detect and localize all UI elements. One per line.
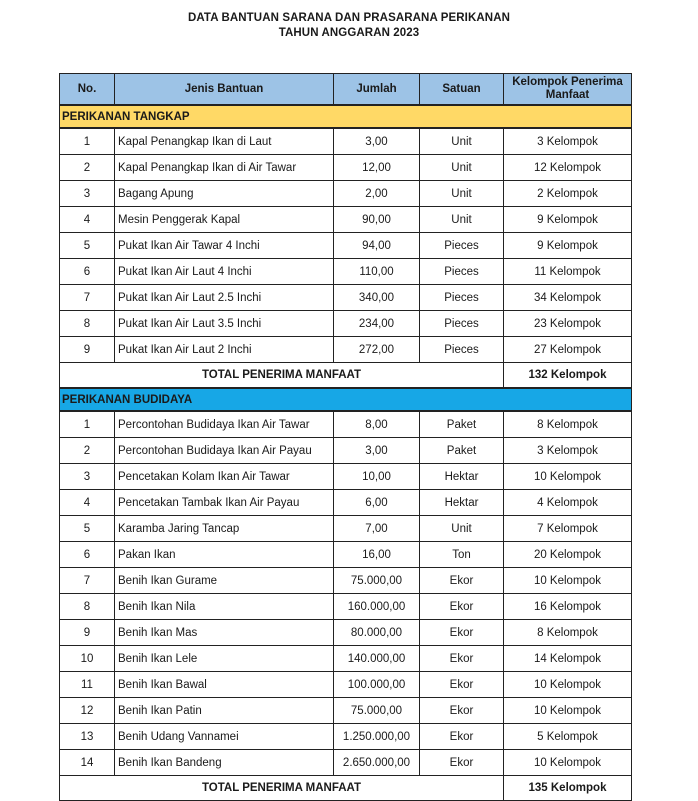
cell-jumlah: 90,00 [334,207,420,233]
table-row [60,207,632,233]
table-row [60,285,632,311]
cell-kelompok: 9 Kelompok [504,233,632,259]
cell-satuan: Pieces [420,233,504,259]
table-row [60,155,632,181]
cell-satuan: Paket [420,411,504,438]
cell-jumlah: 16,00 [334,542,420,568]
cell-kelompok: 12 Kelompok [504,155,632,181]
cell-satuan: Hektar [420,464,504,490]
header-jumlah: Jumlah [334,74,420,106]
cell-kelompok: 14 Kelompok [504,646,632,672]
cell-no: 12 [60,698,115,724]
cell-no: 3 [60,464,115,490]
section-row [60,388,632,411]
cell-jumlah: 75.000,00 [334,698,420,724]
cell-jumlah: 2.650.000,00 [334,750,420,776]
cell-kelompok: 11 Kelompok [504,259,632,285]
table-row [60,542,632,568]
cell-kelompok: 10 Kelompok [504,672,632,698]
table-row [60,337,632,363]
cell-kelompok: 10 Kelompok [504,464,632,490]
header-satuan: Satuan [420,74,504,106]
cell-no: 1 [60,411,115,438]
cell-jenis-bantuan: Percontohan Budidaya Ikan Air Tawar [115,411,334,438]
cell-no: 13 [60,724,115,750]
cell-no: 7 [60,285,115,311]
cell-kelompok: 10 Kelompok [504,568,632,594]
cell-no: 2 [60,438,115,464]
cell-jumlah: 100.000,00 [334,672,420,698]
cell-no: 10 [60,646,115,672]
cell-no: 14 [60,750,115,776]
assistance-table [59,73,632,801]
cell-satuan: Hektar [420,490,504,516]
cell-no: 4 [60,490,115,516]
cell-kelompok: 8 Kelompok [504,620,632,646]
cell-jenis-bantuan: Benih Ikan Patin [115,698,334,724]
cell-satuan: Ekor [420,594,504,620]
cell-no: 4 [60,207,115,233]
cell-satuan: Ton [420,542,504,568]
section-row [60,105,632,128]
cell-kelompok: 10 Kelompok [504,750,632,776]
cell-kelompok: 16 Kelompok [504,594,632,620]
cell-jumlah: 234,00 [334,311,420,337]
table-row [60,464,632,490]
cell-jumlah: 8,00 [334,411,420,438]
cell-no: 6 [60,259,115,285]
cell-jenis-bantuan: Benih Ikan Bawal [115,672,334,698]
table-row [60,646,632,672]
cell-jenis-bantuan: Pakan Ikan [115,542,334,568]
cell-kelompok: 3 Kelompok [504,438,632,464]
cell-jumlah: 3,00 [334,128,420,155]
table-row [60,438,632,464]
cell-no: 3 [60,181,115,207]
cell-satuan: Ekor [420,620,504,646]
document-subtitle: TAHUN ANGGARAN 2023 [278,27,420,39]
cell-jenis-bantuan: Benih Ikan Nila [115,594,334,620]
section-title: PERIKANAN TANGKAP [60,105,632,128]
cell-jumlah: 80.000,00 [334,620,420,646]
cell-jumlah: 6,00 [334,490,420,516]
cell-no: 8 [60,594,115,620]
cell-satuan: Unit [420,207,504,233]
cell-jenis-bantuan: Benih Udang Vannamei [115,724,334,750]
cell-satuan: Ekor [420,750,504,776]
cell-satuan: Unit [420,181,504,207]
cell-jenis-bantuan: Pukat Ikan Air Laut 4 Inchi [115,259,334,285]
total-value: 132 Kelompok [504,363,632,389]
cell-satuan: Pieces [420,259,504,285]
table-row [60,698,632,724]
cell-satuan: Ekor [420,568,504,594]
table-row [60,750,632,776]
cell-jenis-bantuan: Benih Ikan Mas [115,620,334,646]
cell-kelompok: 20 Kelompok [504,542,632,568]
header-jenis-bantuan: Jenis Bantuan [115,74,334,106]
header-no: No. [60,74,115,106]
table-row [60,672,632,698]
cell-jumlah: 75.000,00 [334,568,420,594]
cell-jumlah: 10,00 [334,464,420,490]
cell-jenis-bantuan: Percontohan Budidaya Ikan Air Payau [115,438,334,464]
table-row [60,568,632,594]
cell-jenis-bantuan: Pukat Ikan Air Tawar 4 Inchi [115,233,334,259]
cell-jenis-bantuan: Kapal Penangkap Ikan di Air Tawar [115,155,334,181]
table-row [60,411,632,438]
cell-jenis-bantuan: Pencetakan Kolam Ikan Air Tawar [115,464,334,490]
table-row [60,724,632,750]
table-row [60,233,632,259]
total-label: TOTAL PENERIMA MANFAAT [60,776,504,801]
total-row [60,776,632,801]
cell-jenis-bantuan: Karamba Jaring Tancap [115,516,334,542]
cell-kelompok: 7 Kelompok [504,516,632,542]
cell-jumlah: 160.000,00 [334,594,420,620]
cell-jumlah: 7,00 [334,516,420,542]
cell-kelompok: 2 Kelompok [504,181,632,207]
cell-no: 5 [60,233,115,259]
cell-jenis-bantuan: Pukat Ikan Air Laut 2 Inchi [115,337,334,363]
cell-kelompok: 4 Kelompok [504,490,632,516]
table-row [60,516,632,542]
cell-no: 7 [60,568,115,594]
cell-kelompok: 34 Kelompok [504,285,632,311]
cell-kelompok: 9 Kelompok [504,207,632,233]
table-header-row [60,74,632,106]
cell-satuan: Ekor [420,646,504,672]
cell-kelompok: 8 Kelompok [504,411,632,438]
cell-satuan: Unit [420,155,504,181]
cell-no: 6 [60,542,115,568]
cell-kelompok: 27 Kelompok [504,337,632,363]
cell-jenis-bantuan: Pencetakan Tambak Ikan Air Payau [115,490,334,516]
cell-jenis-bantuan: Mesin Penggerak Kapal [115,207,334,233]
cell-jumlah: 1.250.000,00 [334,724,420,750]
cell-jumlah: 12,00 [334,155,420,181]
table-row [60,490,632,516]
cell-satuan: Ekor [420,672,504,698]
cell-no: 1 [60,128,115,155]
cell-jenis-bantuan: Benih Ikan Bandeng [115,750,334,776]
cell-kelompok: 3 Kelompok [504,128,632,155]
cell-no: 9 [60,620,115,646]
cell-satuan: Ekor [420,698,504,724]
cell-jumlah: 140.000,00 [334,646,420,672]
cell-jenis-bantuan: Benih Ikan Gurame [115,568,334,594]
header-kelompok: Kelompok Penerima Manfaat [504,74,632,106]
cell-no: 11 [60,672,115,698]
cell-jumlah: 3,00 [334,438,420,464]
table-row [60,259,632,285]
cell-satuan: Pieces [420,285,504,311]
table-row [60,620,632,646]
cell-satuan: Pieces [420,337,504,363]
total-value: 135 Kelompok [504,776,632,801]
cell-satuan: Paket [420,438,504,464]
cell-satuan: Ekor [420,724,504,750]
table-row [60,128,632,155]
cell-satuan: Unit [420,128,504,155]
cell-kelompok: 10 Kelompok [504,698,632,724]
cell-jumlah: 340,00 [334,285,420,311]
cell-jenis-bantuan: Pukat Ikan Air Laut 2.5 Inchi [115,285,334,311]
cell-jumlah: 2,00 [334,181,420,207]
cell-no: 9 [60,337,115,363]
total-label: TOTAL PENERIMA MANFAAT [60,363,504,389]
cell-satuan: Pieces [420,311,504,337]
cell-no: 5 [60,516,115,542]
table-row [60,311,632,337]
cell-jumlah: 94,00 [334,233,420,259]
cell-jenis-bantuan: Benih Ikan Lele [115,646,334,672]
section-title: PERIKANAN BUDIDAYA [60,388,632,411]
cell-jumlah: 110,00 [334,259,420,285]
cell-satuan: Unit [420,516,504,542]
cell-kelompok: 5 Kelompok [504,724,632,750]
cell-no: 8 [60,311,115,337]
document-title: DATA BANTUAN SARANA DAN PRASARANA PERIKANAN [187,12,511,24]
cell-jumlah: 272,00 [334,337,420,363]
cell-kelompok: 23 Kelompok [504,311,632,337]
total-row [60,363,632,389]
table-row [60,594,632,620]
cell-jenis-bantuan: Kapal Penangkap Ikan di Laut [115,128,334,155]
cell-no: 2 [60,155,115,181]
cell-jenis-bantuan: Bagang Apung [115,181,334,207]
table-row [60,181,632,207]
cell-jenis-bantuan: Pukat Ikan Air Laut 3.5 Inchi [115,311,334,337]
